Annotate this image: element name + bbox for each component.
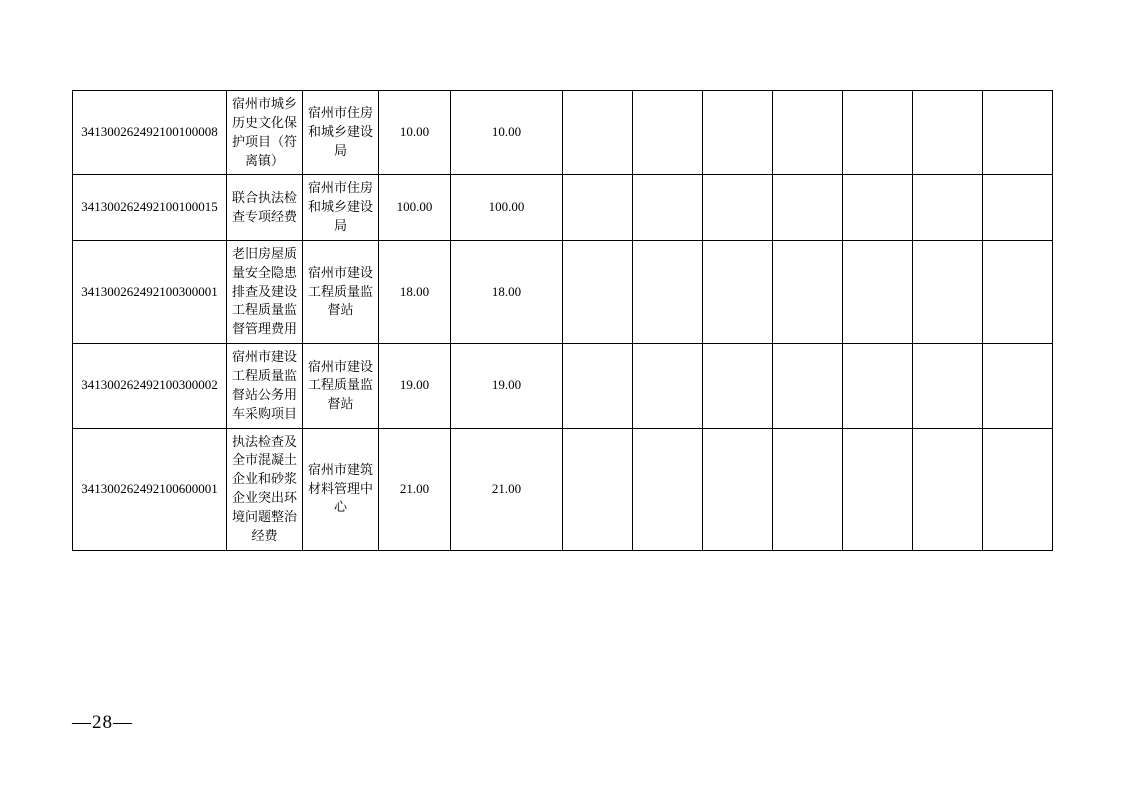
blank-cell (773, 240, 843, 343)
project-amount-1: 18.00 (379, 240, 451, 343)
blank-cell (983, 344, 1053, 428)
project-amount-1: 100.00 (379, 175, 451, 241)
blank-cell (773, 344, 843, 428)
blank-cell (913, 240, 983, 343)
project-amount-2: 10.00 (451, 91, 563, 175)
project-code: 341300262492100100015 (73, 175, 227, 241)
blank-cell (773, 91, 843, 175)
blank-cell (843, 91, 913, 175)
blank-cell (633, 428, 703, 550)
blank-cell (633, 91, 703, 175)
project-code: 341300262492100100008 (73, 91, 227, 175)
project-name: 执法检查及全市混凝土企业和砂浆企业突出环境问题整治经费 (227, 428, 303, 550)
blank-cell (843, 428, 913, 550)
project-amount-2: 100.00 (451, 175, 563, 241)
budget-table (72, 90, 1053, 551)
blank-cell (983, 175, 1053, 241)
blank-cell (703, 175, 773, 241)
project-unit: 宿州市建筑材料管理中心 (303, 428, 379, 550)
project-unit: 宿州市住房和城乡建设局 (303, 91, 379, 175)
project-amount-2: 21.00 (451, 428, 563, 550)
blank-cell (703, 344, 773, 428)
blank-cell (843, 240, 913, 343)
project-amount-2: 19.00 (451, 344, 563, 428)
project-amount-1: 19.00 (379, 344, 451, 428)
table-row (73, 240, 1053, 343)
blank-cell (913, 344, 983, 428)
project-amount-2: 18.00 (451, 240, 563, 343)
blank-cell (843, 175, 913, 241)
blank-cell (843, 344, 913, 428)
project-amount-1: 21.00 (379, 428, 451, 550)
table-row (73, 344, 1053, 428)
blank-cell (703, 240, 773, 343)
blank-cell (633, 344, 703, 428)
project-name: 联合执法检查专项经费 (227, 175, 303, 241)
blank-cell (703, 91, 773, 175)
blank-cell (563, 428, 633, 550)
blank-cell (913, 175, 983, 241)
blank-cell (633, 175, 703, 241)
blank-cell (703, 428, 773, 550)
table-row (73, 91, 1053, 175)
blank-cell (773, 428, 843, 550)
project-code: 341300262492100600001 (73, 428, 227, 550)
blank-cell (563, 175, 633, 241)
table-row (73, 175, 1053, 241)
blank-cell (983, 240, 1053, 343)
page-number: —28— (72, 712, 133, 733)
blank-cell (983, 91, 1053, 175)
table-row (73, 428, 1053, 550)
blank-cell (563, 240, 633, 343)
project-code: 341300262492100300001 (73, 240, 227, 343)
blank-cell (773, 175, 843, 241)
project-unit: 宿州市住房和城乡建设局 (303, 175, 379, 241)
blank-cell (633, 240, 703, 343)
project-unit: 宿州市建设工程质量监督站 (303, 240, 379, 343)
project-code: 341300262492100300002 (73, 344, 227, 428)
project-name: 宿州市建设工程质量监督站公务用车采购项目 (227, 344, 303, 428)
project-amount-1: 10.00 (379, 91, 451, 175)
blank-cell (983, 428, 1053, 550)
blank-cell (563, 91, 633, 175)
project-name: 宿州市城乡历史文化保护项目（符离镇） (227, 91, 303, 175)
blank-cell (913, 428, 983, 550)
blank-cell (913, 91, 983, 175)
project-name: 老旧房屋质量安全隐患排查及建设工程质量监督管理费用 (227, 240, 303, 343)
project-unit: 宿州市建设工程质量监督站 (303, 344, 379, 428)
blank-cell (563, 344, 633, 428)
